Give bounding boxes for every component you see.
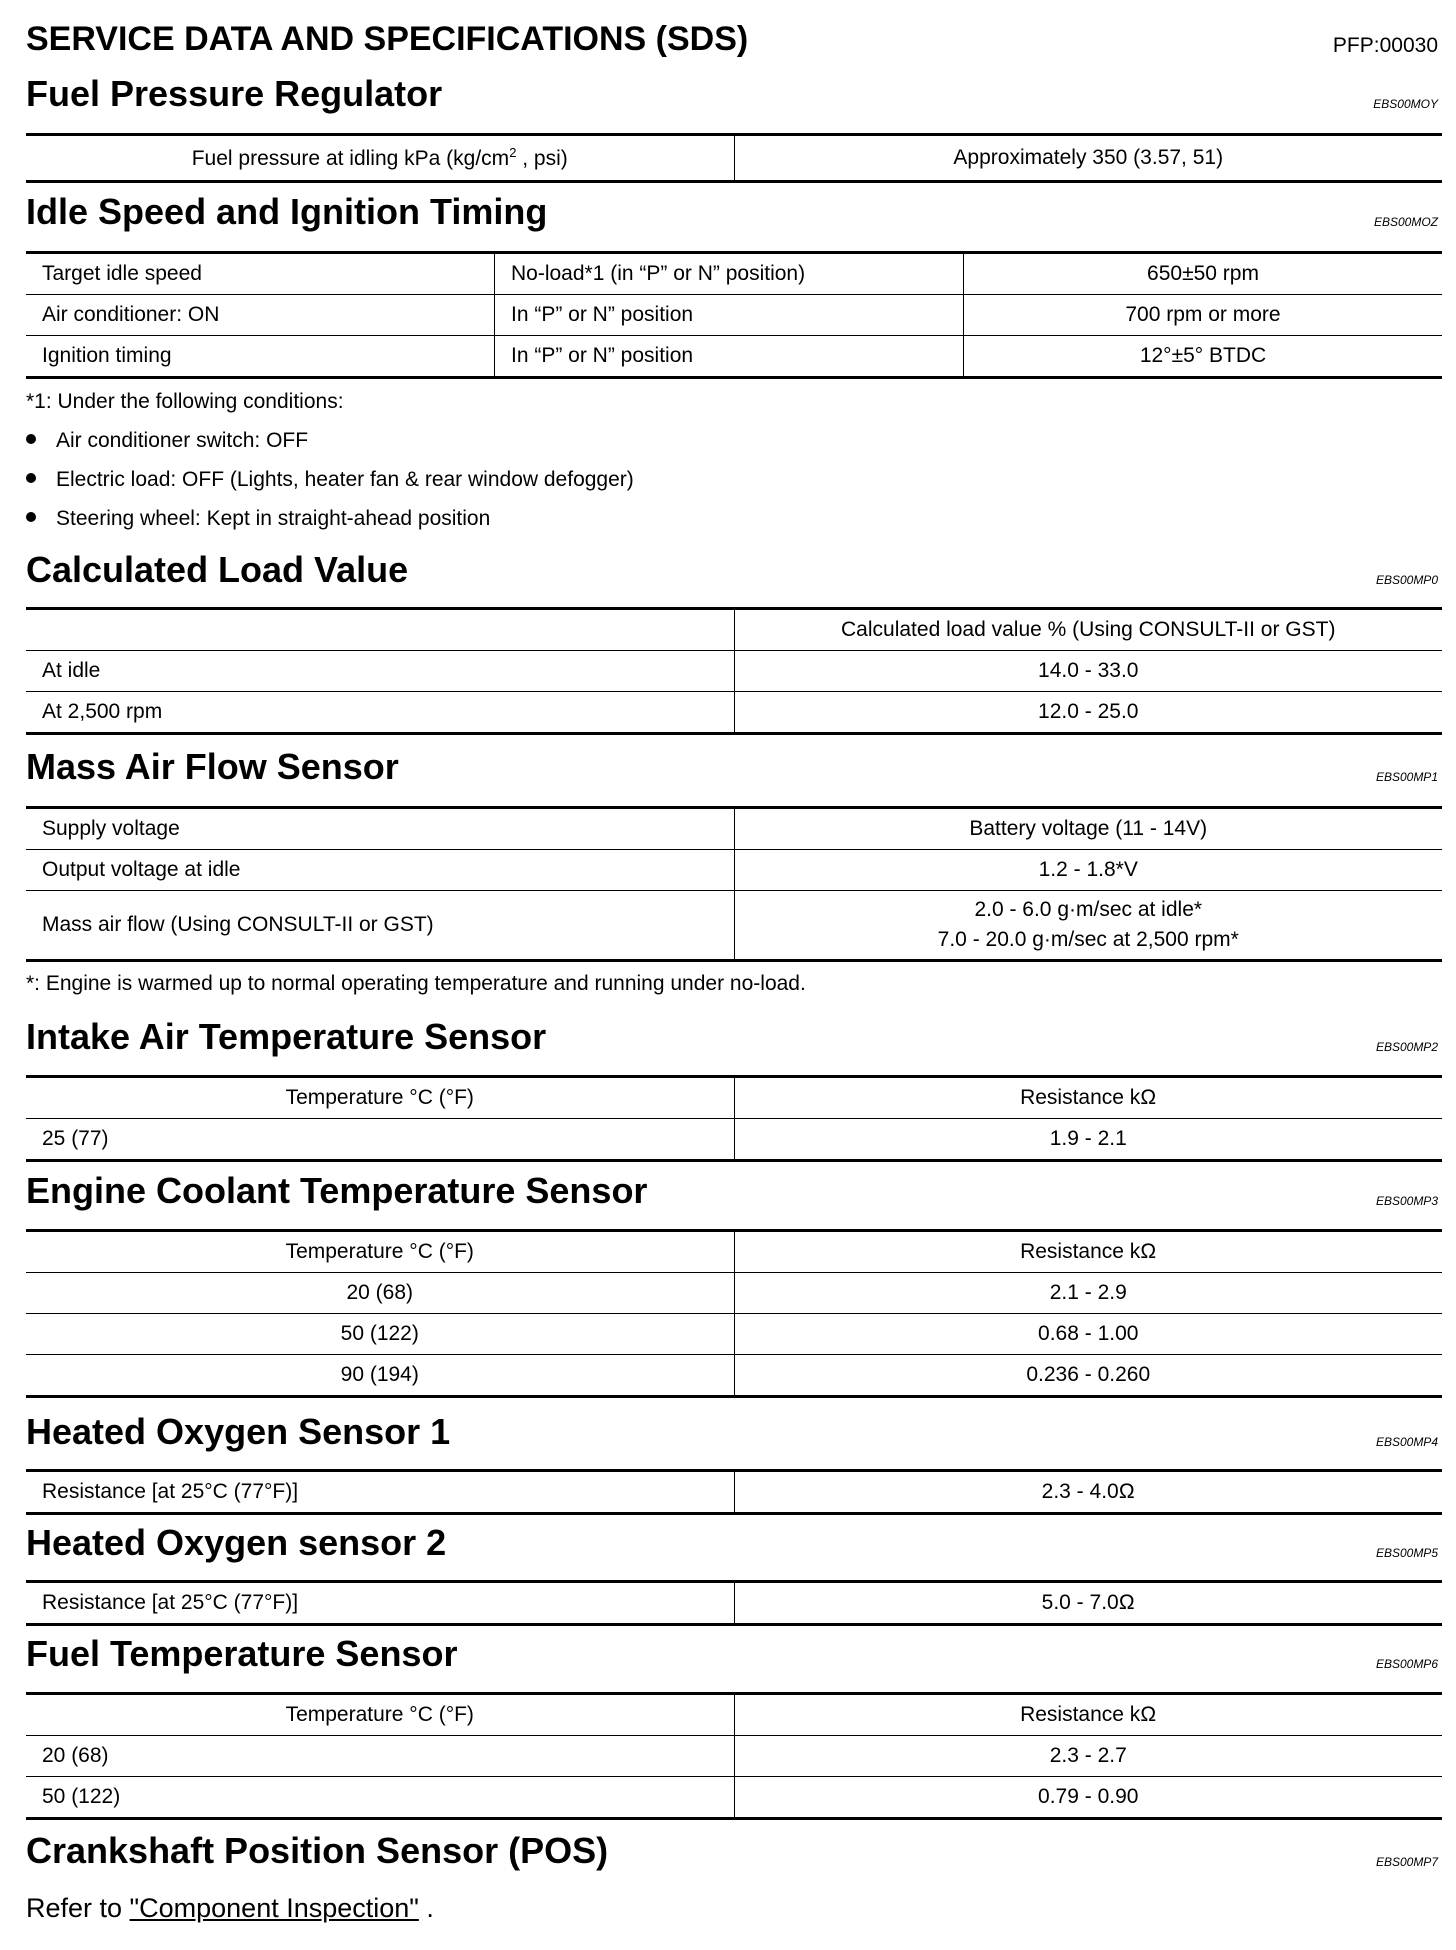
cell: Ignition timing xyxy=(26,336,495,378)
cell: 2.0 - 6.0 g·m/sec at idle* 7.0 - 20.0 g·m/sec at 2,500 rpm* xyxy=(734,891,1442,961)
code-ect: EBS00MP3 xyxy=(1375,1194,1438,1208)
cell: Battery voltage (11 - 14V) xyxy=(734,808,1442,850)
cell: No-load*1 (in “P” or N” position) xyxy=(495,253,964,295)
table-fuel-pressure xyxy=(26,133,1442,183)
code-ckp: EBS00MP7 xyxy=(1375,1855,1438,1869)
table-ho2s2 xyxy=(26,1580,1442,1626)
cell: Temperature °C (°F) xyxy=(26,1694,734,1736)
table-row xyxy=(26,808,1442,850)
cell: Mass air flow (Using CONSULT-II or GST) xyxy=(26,891,734,961)
table-row xyxy=(26,1471,1442,1514)
cell: In “P” or N” position xyxy=(495,336,964,378)
cell: 1.9 - 2.1 xyxy=(734,1119,1442,1161)
table-idle-speed xyxy=(26,251,1442,379)
code-load: EBS00MP0 xyxy=(1375,573,1438,587)
table-row xyxy=(26,1119,1442,1161)
table-row xyxy=(26,651,1442,692)
table-row xyxy=(26,336,1442,378)
cell: Resistance [at 25°C (77°F)] xyxy=(26,1471,734,1514)
table-row xyxy=(26,1231,1442,1273)
cell: 2.1 - 2.9 xyxy=(734,1273,1442,1314)
cell: 50 (122) xyxy=(26,1314,734,1355)
refer-line: Refer to "Component Inspection" . xyxy=(26,1893,434,1923)
table-row xyxy=(26,1273,1442,1314)
cell: 1.2 - 1.8*V xyxy=(734,850,1442,891)
list-item: Electric load: OFF (Lights, heater fan & rear window defogger) xyxy=(26,468,634,492)
bullet-icon xyxy=(26,512,36,522)
cell xyxy=(26,609,734,651)
pfp-code: PFP:00030 xyxy=(1332,34,1438,57)
table-row xyxy=(26,253,1442,295)
fuel-pressure-value: Approximately 350 (3.57, 51) xyxy=(734,135,1442,182)
heading-crankshaft-position: Crankshaft Position Sensor (POS) xyxy=(26,1830,609,1871)
table-fuel-temp-sensor xyxy=(26,1692,1442,1820)
cell: 700 rpm or more xyxy=(964,295,1443,336)
cell: 0.68 - 1.00 xyxy=(734,1314,1442,1355)
code-iat: EBS00MP2 xyxy=(1375,1040,1438,1054)
code-idle: EBS00MOZ xyxy=(1373,215,1438,229)
cell: Resistance [at 25°C (77°F)] xyxy=(26,1582,734,1625)
cell: 90 (194) xyxy=(26,1355,734,1397)
table-row xyxy=(26,1077,1442,1119)
cell: 25 (77) xyxy=(26,1119,734,1161)
maf-note: *: Engine is warmed up to normal operating temperature and running under no-load. xyxy=(26,972,806,995)
table-row xyxy=(26,295,1442,336)
page-title: SERVICE DATA AND SPECIFICATIONS (SDS) xyxy=(26,20,749,58)
cell: 650±50 rpm xyxy=(964,253,1443,295)
table-row xyxy=(26,1355,1442,1397)
cell: 2.3 - 2.7 xyxy=(734,1736,1442,1777)
cell: Temperature °C (°F) xyxy=(26,1231,734,1273)
component-inspection-link[interactable]: "Component Inspection" xyxy=(129,1893,419,1923)
cell: 50 (122) xyxy=(26,1777,734,1819)
cell: 0.79 - 0.90 xyxy=(734,1777,1442,1819)
table-row xyxy=(26,1736,1442,1777)
heading-engine-coolant-temp: Engine Coolant Temperature Sensor xyxy=(26,1170,648,1211)
cell: 12.0 - 25.0 xyxy=(734,692,1442,734)
code-ho2s2: EBS00MP5 xyxy=(1375,1546,1438,1560)
code-ho2s1: EBS00MP4 xyxy=(1375,1435,1438,1449)
code-fts: EBS00MP6 xyxy=(1375,1657,1438,1671)
heading-fuel-pressure-regulator: Fuel Pressure Regulator xyxy=(26,73,443,114)
table-engine-coolant-temp xyxy=(26,1229,1442,1398)
cell: Temperature °C (°F) xyxy=(26,1077,734,1119)
cell: Supply voltage xyxy=(26,808,734,850)
heading-mass-air-flow: Mass Air Flow Sensor xyxy=(26,746,399,787)
cell: Output voltage at idle xyxy=(26,850,734,891)
heading-intake-air-temp: Intake Air Temperature Sensor xyxy=(26,1016,547,1057)
table-row xyxy=(26,1582,1442,1625)
bullet-icon xyxy=(26,434,36,444)
heading-ho2s2: Heated Oxygen sensor 2 xyxy=(26,1522,447,1563)
table-row xyxy=(26,891,1442,961)
table-row xyxy=(26,1694,1442,1736)
table-row xyxy=(26,135,1442,182)
table-calculated-load xyxy=(26,607,1442,735)
table-row xyxy=(26,609,1442,651)
cell: 2.3 - 4.0Ω xyxy=(734,1471,1442,1514)
cell: 14.0 - 33.0 xyxy=(734,651,1442,692)
cell: Calculated load value % (Using CONSULT-II or GST) xyxy=(734,609,1442,651)
table-row xyxy=(26,1777,1442,1819)
heading-calculated-load: Calculated Load Value xyxy=(26,549,409,590)
table-row xyxy=(26,850,1442,891)
cell: Resistance kΩ xyxy=(734,1077,1442,1119)
cell: 20 (68) xyxy=(26,1736,734,1777)
cell: Resistance kΩ xyxy=(734,1694,1442,1736)
cell: At idle xyxy=(26,651,734,692)
cell: At 2,500 rpm xyxy=(26,692,734,734)
heading-fuel-temp-sensor: Fuel Temperature Sensor xyxy=(26,1633,458,1674)
bullet-icon xyxy=(26,473,36,483)
cell: Target idle speed xyxy=(26,253,495,295)
table-row xyxy=(26,1314,1442,1355)
table-intake-air-temp xyxy=(26,1075,1442,1162)
table-row xyxy=(26,692,1442,734)
table-mass-air-flow xyxy=(26,806,1442,962)
cell: 20 (68) xyxy=(26,1273,734,1314)
code-fuel-pressure: EBS00MOY xyxy=(1373,97,1438,111)
code-maf: EBS00MP1 xyxy=(1375,770,1438,784)
cell: 0.236 - 0.260 xyxy=(734,1355,1442,1397)
cell: Resistance kΩ xyxy=(734,1231,1442,1273)
table-ho2s1 xyxy=(26,1469,1442,1515)
idle-note: *1: Under the following conditions: xyxy=(26,390,344,413)
cell: Air conditioner: ON xyxy=(26,295,495,336)
list-item: Steering wheel: Kept in straight-ahead position xyxy=(26,507,490,531)
list-item: Air conditioner switch: OFF xyxy=(26,429,308,453)
cell: 12°±5° BTDC xyxy=(964,336,1443,378)
heading-idle-speed: Idle Speed and Ignition Timing xyxy=(26,191,548,232)
cell: 5.0 - 7.0Ω xyxy=(734,1582,1442,1625)
heading-ho2s1: Heated Oxygen Sensor 1 xyxy=(26,1411,451,1452)
cell: In “P” or N” position xyxy=(495,295,964,336)
fuel-pressure-label: Fuel pressure at idling kPa ($kg/cm^2$ , psi) xyxy=(26,135,734,182)
